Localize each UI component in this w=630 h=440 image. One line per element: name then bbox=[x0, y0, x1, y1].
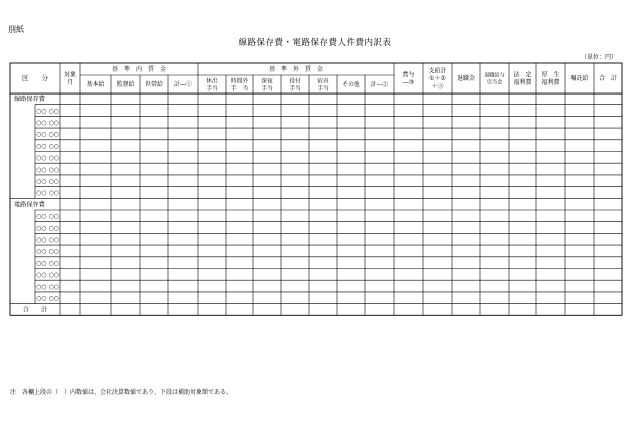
row-placeholder-label: ○○ ○○ bbox=[36, 213, 59, 221]
header-target-months: 対象 bbox=[63, 71, 77, 79]
row-placeholder-label: ○○ ○○ bbox=[36, 283, 59, 291]
header-standard-col: 計―① bbox=[173, 81, 193, 88]
header-nonstandard-col: 手当 bbox=[206, 85, 218, 92]
header-welfare: 福利費 bbox=[541, 78, 560, 86]
header-retirement-reserve: 退職給与 bbox=[484, 72, 505, 79]
table-frame bbox=[10, 63, 622, 315]
header-payment-total: ①＋② bbox=[429, 75, 446, 83]
header-nonstandard-col: 計―② bbox=[370, 82, 389, 89]
row-placeholder-label: ○○ ○○ bbox=[36, 119, 59, 127]
row-placeholder-label: ○○ ○○ bbox=[36, 142, 59, 150]
row-placeholder-label: ○○ ○○ bbox=[36, 189, 59, 197]
header-nonstandard-col: 深夜 bbox=[261, 78, 273, 85]
row-placeholder-label: ○○ ○○ bbox=[36, 177, 59, 185]
header-standard-col: 監督給 bbox=[116, 81, 135, 88]
row-placeholder-label: ○○ ○○ bbox=[36, 248, 59, 256]
header-total: 合 計 bbox=[598, 75, 618, 82]
header-payment-total: ＋③ bbox=[431, 82, 444, 90]
header-nonstandard-col: 時間外 bbox=[230, 78, 249, 85]
header-retirement-reserve: 引当金 bbox=[486, 79, 503, 86]
header-legal-welfare: 法 定 bbox=[513, 71, 532, 79]
header-welfare: 厚 生 bbox=[541, 71, 560, 79]
row-placeholder-label: ○○ ○○ bbox=[36, 107, 59, 115]
header-nonstandard-col: 手 当 bbox=[230, 85, 249, 92]
row-placeholder-label: ○○ ○○ bbox=[36, 131, 59, 139]
header-nonstandard-col: 宿直 bbox=[317, 78, 329, 85]
header-standard-col: 基本給 bbox=[86, 81, 105, 88]
header-nonstandard-col: その他 bbox=[342, 82, 360, 89]
row-placeholder-label: ○○ ○○ bbox=[36, 224, 59, 232]
header-nonstandard-wages: 基 準 外 賃 金 bbox=[268, 66, 324, 73]
header-legal-welfare: 福利費 bbox=[513, 78, 532, 86]
header-nonstandard-col: 役付 bbox=[289, 78, 301, 85]
annex-label: 別紙 bbox=[8, 25, 24, 34]
header-payment-total: 支給計 bbox=[428, 67, 447, 75]
row-placeholder-label: ○○ ○○ bbox=[36, 294, 59, 302]
section-label: 電路保存費 bbox=[14, 201, 45, 209]
header-nonstandard-col: 手当 bbox=[289, 85, 301, 92]
header-target-months: 月 bbox=[66, 78, 74, 86]
section-label: 線路保存費 bbox=[14, 96, 45, 104]
header-category: 区 分 bbox=[22, 74, 48, 82]
row-placeholder-label: ○○ ○○ bbox=[36, 166, 59, 174]
header-retirement: 退職金 bbox=[456, 75, 476, 82]
footnote: 注 各欄上段の（ ）内数値は、会社決算数値であり、下段は補助対象額である。 bbox=[10, 389, 233, 396]
unit-label: （単位：円） bbox=[580, 54, 617, 61]
header-standard-col: 世帯給 bbox=[144, 81, 164, 88]
header-standard-wages: 基 準 内 賃 金 bbox=[111, 66, 167, 73]
header-nonstandard-col: 休出 bbox=[206, 78, 218, 85]
header-bonus: 賞与 bbox=[402, 71, 415, 79]
header-commission: 嘱託給 bbox=[570, 75, 589, 82]
row-placeholder-label: ○○ ○○ bbox=[36, 236, 59, 244]
row-placeholder-label: ○○ ○○ bbox=[36, 259, 59, 267]
total-row-label: 合 計 bbox=[22, 306, 48, 314]
header-bonus: ―③ bbox=[402, 78, 415, 86]
header-nonstandard-col: 手当 bbox=[317, 85, 329, 92]
row-placeholder-label: ○○ ○○ bbox=[36, 271, 59, 279]
row-placeholder-label: ○○ ○○ bbox=[36, 154, 59, 162]
header-nonstandard-col: 手当 bbox=[261, 85, 273, 92]
page-title: 線路保存費・電路保存費人件費内訳表 bbox=[238, 38, 392, 48]
